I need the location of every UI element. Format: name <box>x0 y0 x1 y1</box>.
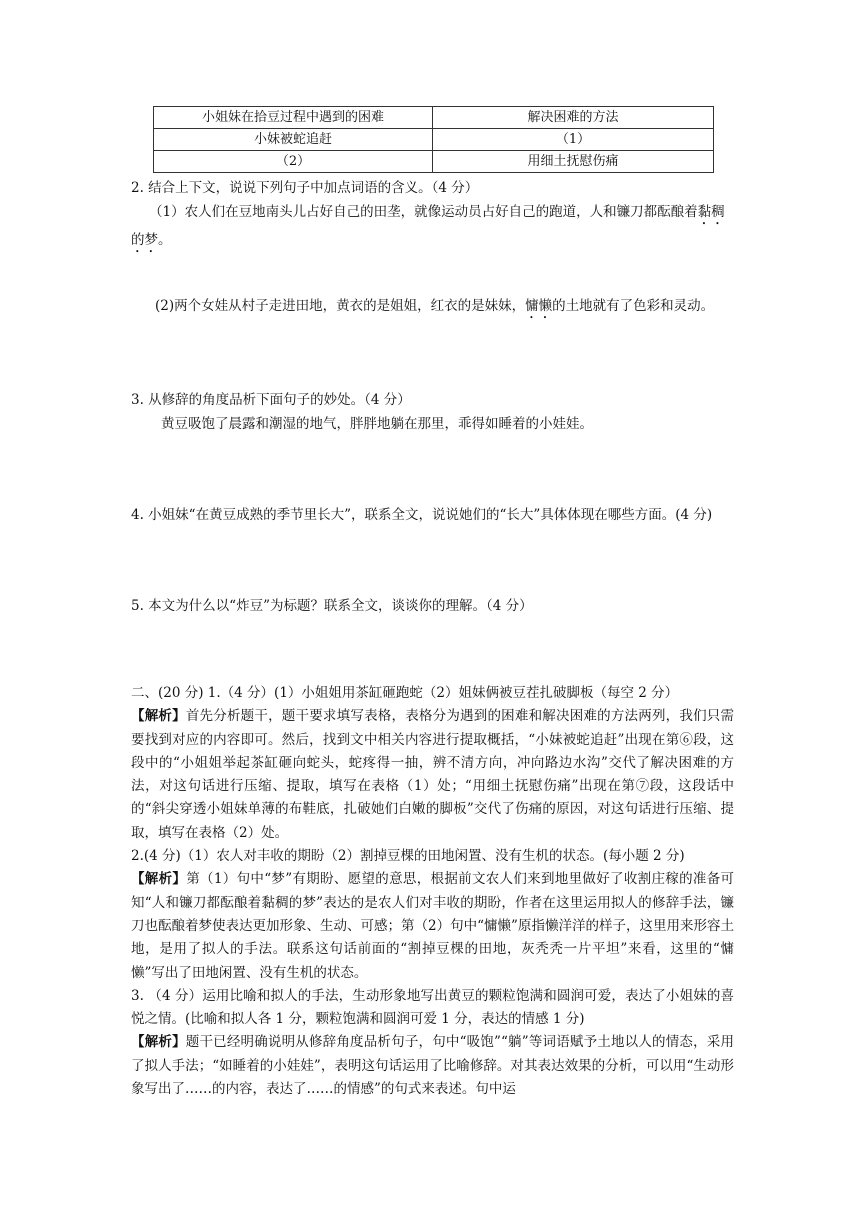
analysis-2 <box>131 868 734 984</box>
question-2-sentence-2 <box>131 294 731 322</box>
question-2-sentence-1 <box>131 200 731 256</box>
sentence-text: (2)两个女娃从村子走进田地，黄衣的是姐姐，红衣的是妹妹， <box>155 298 526 314</box>
sentence-text: 。 <box>158 232 172 248</box>
analysis-3 <box>131 1031 734 1101</box>
table-header-cell: 小姐妹在拾豆过程中遇到的困难 <box>154 107 433 129</box>
answer-1: 二、(20 分) 1.（4 分）(1）小姐姐用茶缸砸跑蛇（2）姐妹俩被豆茬扎破脚板（每空 2 分） <box>131 685 679 701</box>
table-cell: （2） <box>154 151 433 173</box>
question-5-stem: 5. 本文为什么以“炸豆”为标题？联系全文，谈谈你的理解。（4 分） <box>131 598 533 614</box>
sentence-text: 的土地就有了色彩和灵动。 <box>552 298 715 314</box>
analysis-text: 首先分析题干，题干要求填写表格，表格分为遇到的困难和解决困难的方法两列，我们只需要找到对应的内容即可。然后，找到文中相关内容进行提取概括，“小妹被蛇追赶”出现在第⑥段，这段中的“小姐姐举起茶缸砸向蛇头，蛇疼得一抽，辨不清方向，冲向路边水沟”交代了解决困难的方法，对这句话进行压缩、提取，填写在表格（1）处；“用细土抚慰伤痛”出现在第⑦段，这段话中的“斜尖穿透小姐妹单薄的布鞋底，扎破她们白嫩的脚板”交代了伤痛的原因，对这句话进行压缩、提取，填写在表格（2）处。 <box>131 708 735 841</box>
answer-2: 2.(4 分)（1）农人对丰收的期盼（2）割掉豆棵的田地闲置、没有生机的状态。(每小题 2 分) <box>131 848 685 865</box>
sentence-text: （1）农人们在豆地南头儿占好自己的田垄，就像运动员占好自己的跑道，人和镰刀都酝酿着 <box>149 204 698 220</box>
question-4-stem: 4. 小姐妹“在黄豆成熟的季节里长大”，联系全文，说说她们的“长大”具体体现在哪些方面。(4 分) <box>131 507 713 523</box>
analysis-text: 题干已经明确说明从修辞角度品析句子，句中“吸饱”“躺”等词语赋予土地以人的情态，采用了拟人手法；“如睡着的小娃娃”，表明这句话运用了比喻修辞。对其表达效果的分析，可以用“生动形象写出了……的内容，表达了……的情感”的句式来表述。句中运 <box>131 1034 734 1098</box>
dotted-phrase: 黏稠的梦 <box>131 204 725 248</box>
table-header-cell: 解决困难的方法 <box>433 107 714 129</box>
table-header-row <box>154 107 714 129</box>
analysis-tag: 【解析】 <box>131 1034 186 1051</box>
question-2-stem: 2. 结合上下文，说说下列句子中加点词语的含义。（4 分） <box>131 180 479 196</box>
analysis-1 <box>131 705 734 845</box>
difficulty-table <box>153 106 714 173</box>
dotted-phrase: 慵懒 <box>525 298 553 314</box>
answer-section <box>131 682 734 1101</box>
table-row <box>154 129 714 151</box>
analysis-text: 第（1）句中“梦”有期盼、愿望的意思，根据前文农人们来到地里做好了收割庄稼的准备可知“人和镰刀都酝酿着黏稠的梦”表达的是农人们对丰收的期盼，作者在这里运用拟人的修辞手法，镰刀也酝酿着梦使表达更加形象、生动、可感；第（2）句中“慵懒”原指懒洋洋的样子，这里用来形容土地，是用了拟人的手法。联系这句话前面的“割掉豆棵的田地，灰秃秃一片平坦”来看，这里的“慵懒”写出了田地闲置、没有生机的状态。 <box>131 871 734 981</box>
table-cell: 用细土抚慰伤痛 <box>433 151 714 173</box>
analysis-tag: 【解析】 <box>131 871 187 888</box>
table-row <box>154 151 714 173</box>
question-3-sentence: 黄豆吸饱了晨露和潮湿的地气，胖胖地躺在那里，乖得如睡着的小娃娃。 <box>161 416 593 432</box>
table-cell: 小妹被蛇追赶 <box>154 129 433 151</box>
table-cell: （1） <box>433 129 714 151</box>
analysis-tag: 【解析】 <box>131 708 186 725</box>
question-3-stem: 3. 从修辞的角度品析下面句子的妙处。（4 分） <box>131 392 411 408</box>
answer-3: 3. （4 分）运用比喻和拟人的手法，生动形象地写出黄豆的颗粒饱满和圆润可爱，表达了小姐妹的喜悦之情。(比喻和拟人各 1 分，颗粒饱满和圆润可爱 1 分，表达的情感 1 分) <box>131 987 734 1028</box>
